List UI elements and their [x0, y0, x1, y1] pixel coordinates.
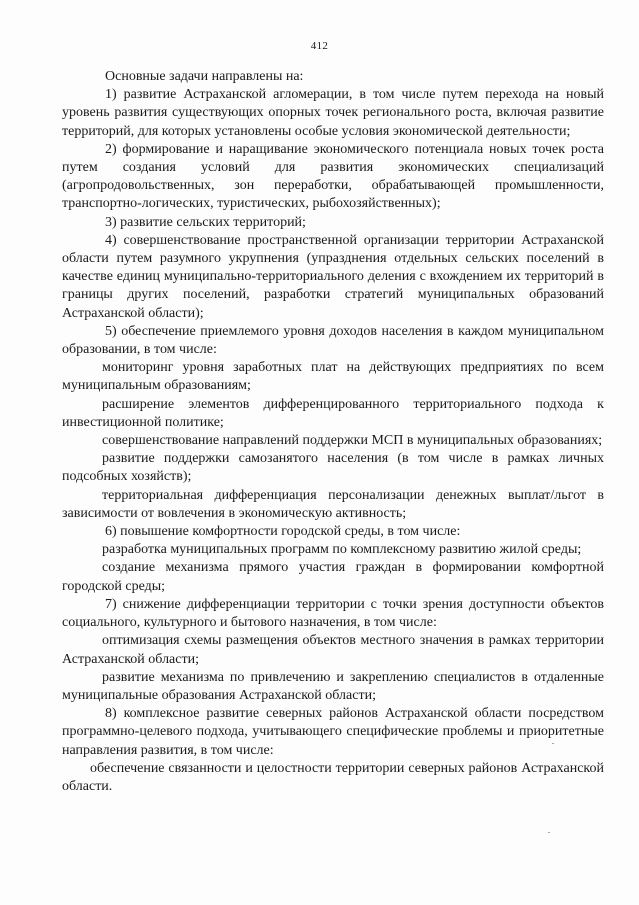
task-6-paragraph: 6) повышение комфортности городской среды, в том числе: [105, 524, 461, 540]
intro-paragraph: Основные задачи направлены на: [105, 69, 304, 84]
scan-speck [552, 743, 554, 744]
task-6-item-1: разработка муниципальных программ по комплексному развитию жилой среды; [102, 542, 582, 558]
task-2-paragraph: 2) формирование и наращивание экономического потенциала новых точек роста путем создания условий для развития экономических специализаций (агропродовольственных, зон переработки, обрабатывающей промышленности, транспортно-логических, туристических, рыбохозяйственных); [62, 141, 604, 212]
task-5-item-4: развитие поддержки самозанятого населения (в том числе в рамках личных подсобных хозяйств); [62, 451, 604, 485]
task-1-paragraph: 1) развитие Астраханской агломерации, в том числе путем перехода на новый уровень развития существующих опорных точек регионального роста, включая развитие территорий, для которых установлены особые условия экономической деятельности; [62, 87, 604, 139]
document-body [62, 68, 604, 796]
task-5-item-2: расширение элементов дифференцированного территориального подхода к инвестиционной политике; [62, 396, 604, 430]
task-7-paragraph: 7) снижение дифференциации территории с точки зрения доступности объектов социального, культурного и бытового назначения, в том числе: [62, 596, 604, 631]
task-7-item-2: развитие механизма по привлечению и закреплению специалистов в отдаленные муниципальные образования Астраханской области; [62, 669, 604, 703]
task-7-item-1: оптимизация схемы размещения объектов местного значения в рамках территории Астраханской области; [62, 633, 604, 667]
task-6-item-2: создание механизма прямого участия граждан в формировании комфортной городской среды; [62, 560, 604, 594]
task-8-paragraph: 8) комплексное развитие северных районов Астраханской области посредством программно-целевого подхода, учитывающего специфические проблемы и приоритетные направления развития, в том числе: [62, 706, 604, 758]
page-number: 412 [310, 40, 329, 52]
task-4-paragraph: 4) совершенствование пространственной организации территории Астраханской области путем разумного укрупнения (упразднения отдельных сельских поселений в качестве единиц муниципально-территориального деления с вхождением их территорий в границы других поселений, разработки стратегий муниципальных образований Астраханской области); [62, 232, 604, 321]
task-3-paragraph: 3) развитие сельских территорий; [105, 214, 306, 230]
task-5-item-5: территориальная дифференциация персонализации денежных выплат/льгот в зависимости от вовлечения в экономическую активность; [62, 487, 604, 521]
task-5-paragraph: 5) обеспечение приемлемого уровня доходов населения в каждом муниципальном образовании, в том числе: [62, 323, 604, 358]
task-8-item-1: обеспечение связанности и целостности территории северных районов Астраханской области. [62, 760, 604, 794]
task-5-item-1: мониторинг уровня заработных плат на действующих предприятиях по всем муниципальным образованиям; [62, 360, 604, 394]
task-5-item-3: совершенствование направлений поддержки МСП в муниципальных образованиях; [102, 433, 603, 449]
scan-speck [548, 832, 550, 833]
